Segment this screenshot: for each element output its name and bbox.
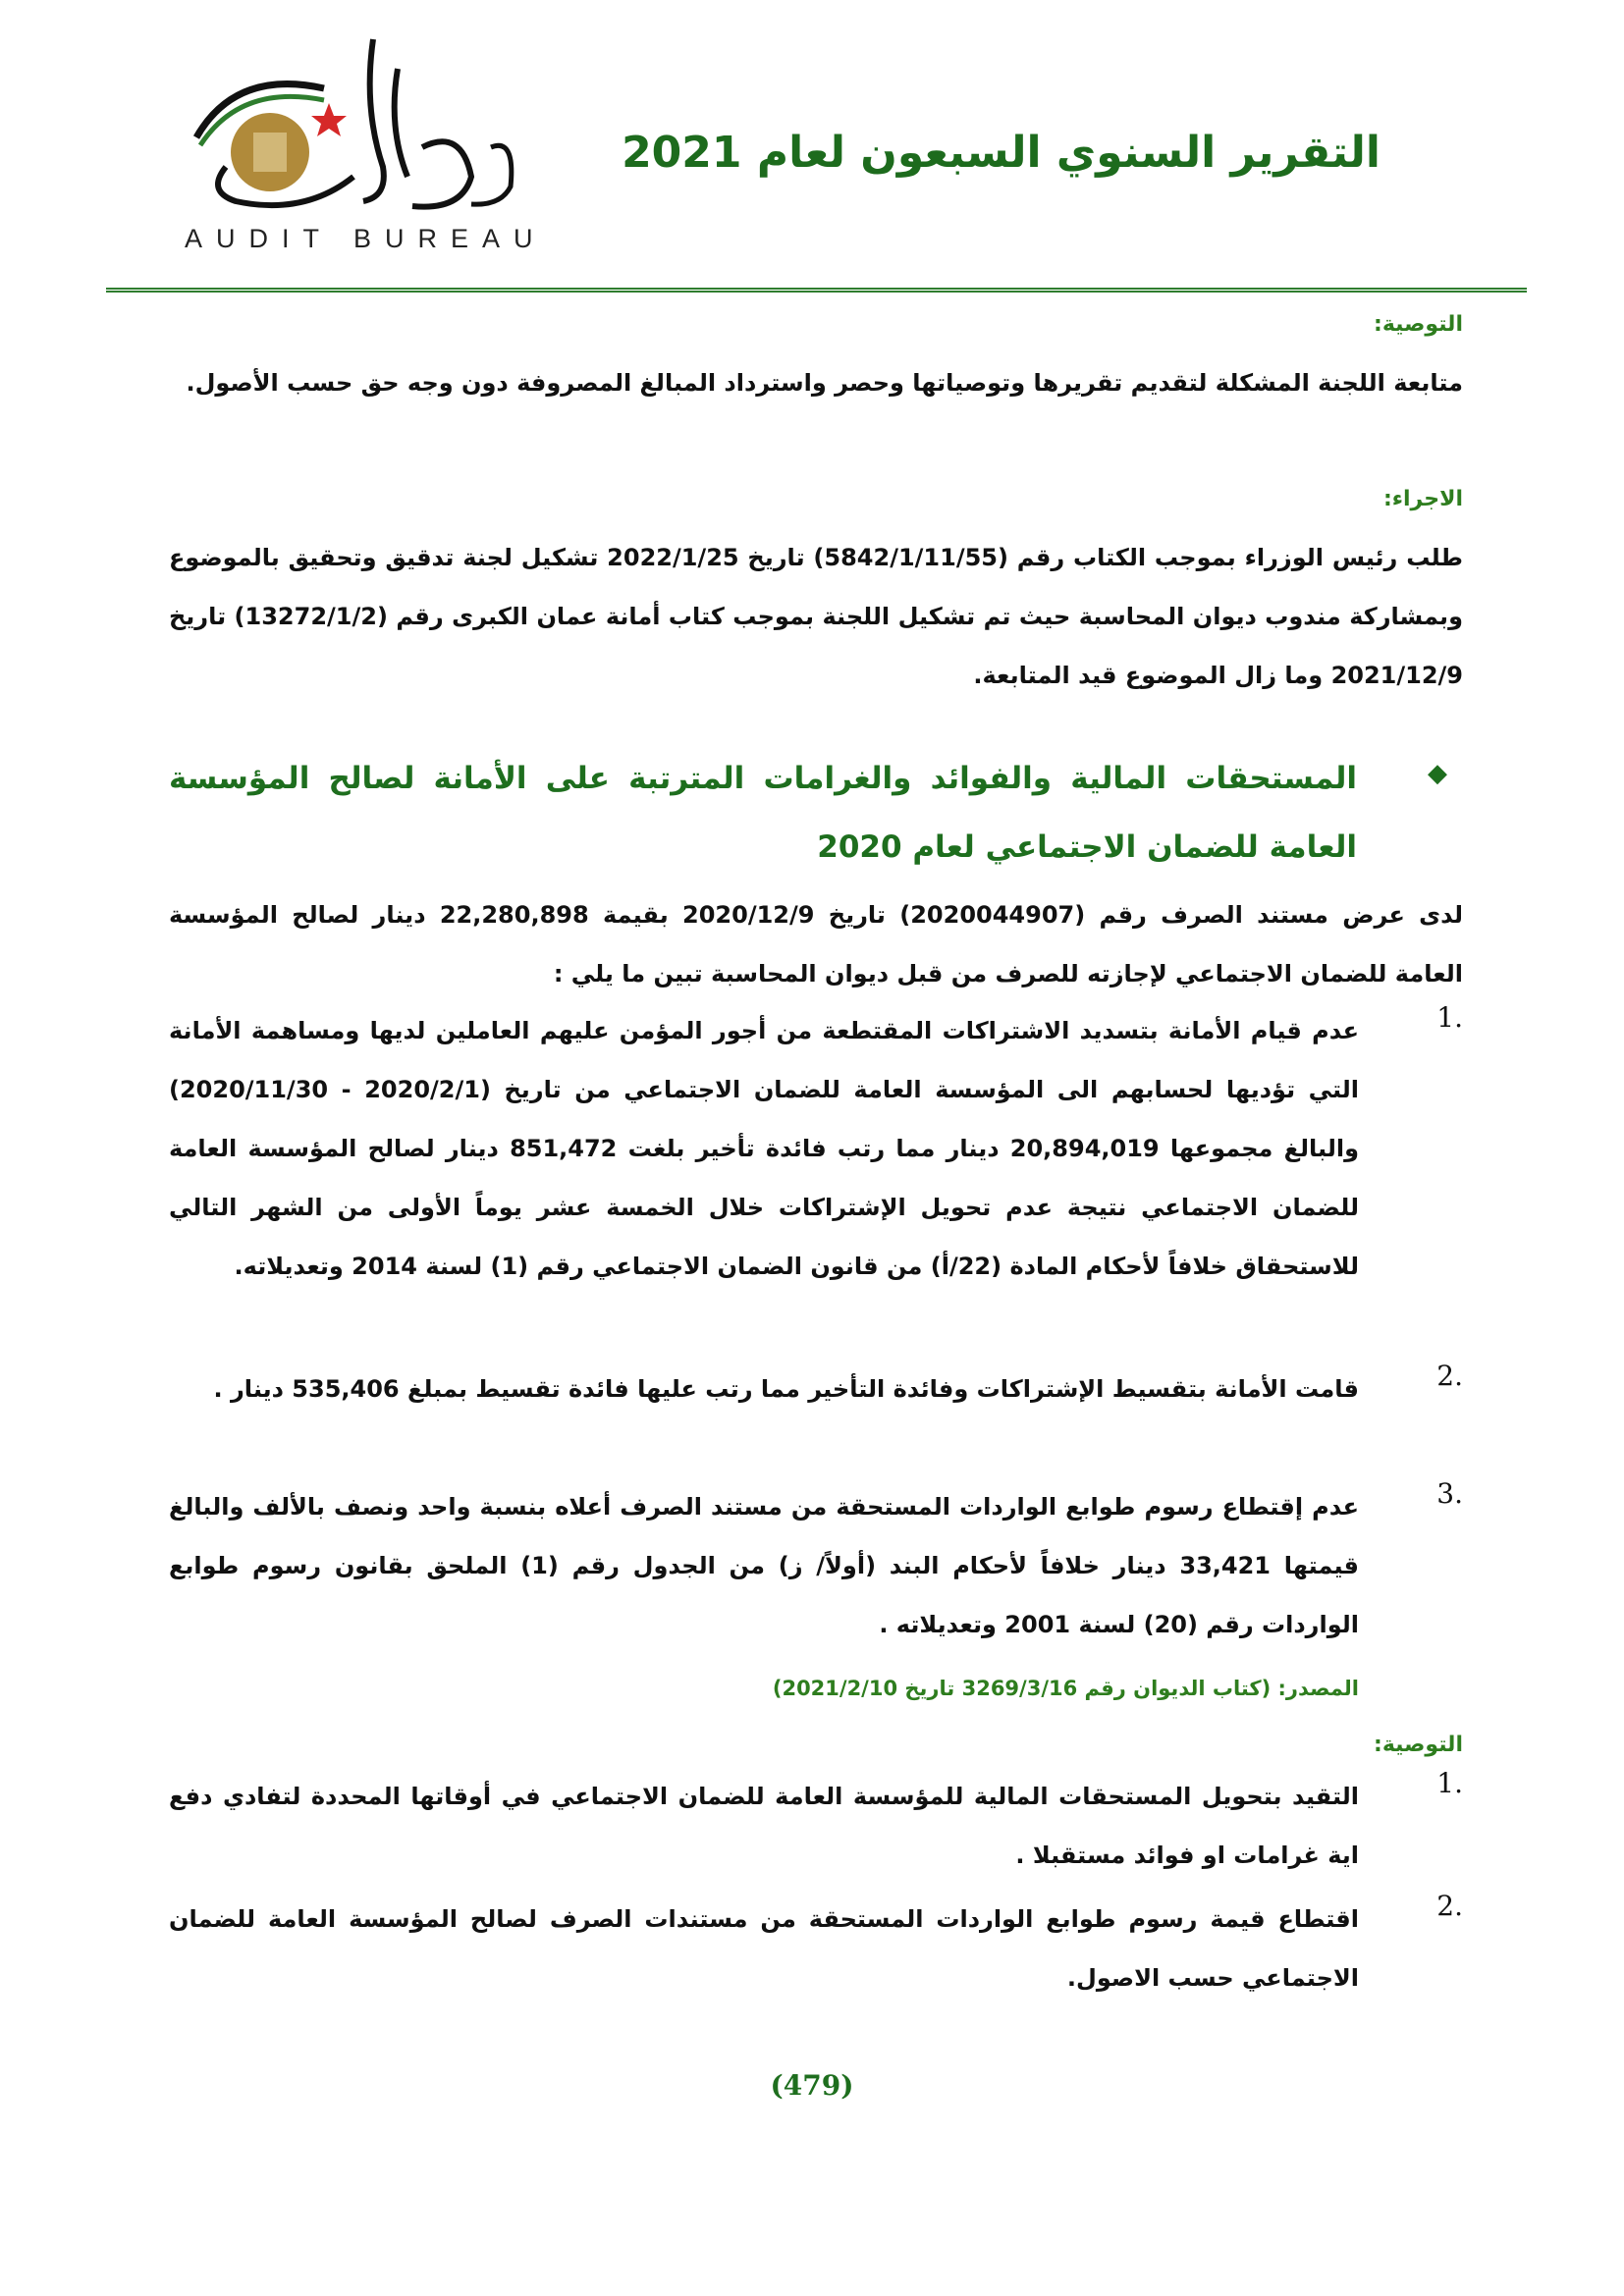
section-heading: المستحقات المالية والفوائد والغرامات المترتبة على الأمانة لصالح المؤسسة العامة للضمان الاجتماعي لعام 2020 <box>169 761 1357 865</box>
finding-item: قامت الأمانة بتقسيط الإشتراكات وفائدة التأخير مما رتب عليها فائدة تقسيط بمبلغ 535,406 دينار . <box>213 1375 1359 1403</box>
diamond-bullet-icon: ◆ <box>1428 759 1447 788</box>
recommendation-label: التوصية: <box>1374 1733 1463 1757</box>
audit-bureau-logo <box>177 29 560 260</box>
logo-text: AUDIT BUREAU <box>185 224 547 253</box>
finding-number: 3. <box>1436 1477 1463 1510</box>
finding-number: 2. <box>1436 1360 1463 1392</box>
recommendation-number: 1. <box>1436 1767 1463 1799</box>
recommendation-text: متابعة اللجنة المشكلة لتقديم تقريرها وتوصياتها وحصر واسترداد المبالغ المصروفة دون وجه حق حسب الأصول. <box>186 369 1463 397</box>
recommendation-number: 2. <box>1436 1890 1463 1922</box>
intro-text: لدى عرض مستند الصرف رقم (2020044907) تاريخ 2020/12/9 بقيمة 22,280,898 دينار لصالح المؤسسة العامة للضمان الاجتماعي لإجازته للصرف من قبل ديوان المحاسبة تبين ما يلي : <box>169 901 1464 988</box>
page-number: (479) <box>770 2069 854 2102</box>
header-divider <box>106 288 1527 293</box>
finding-number: 1. <box>1436 1001 1463 1034</box>
finding-item: عدم إقتطاع رسوم طوابع الواردات المستحقة من مستند الصرف أعلاه بنسبة واحد ونصف بالألف والبالغ قيمتها 33,421 دينار خلافاً لأحكام البند (أولاً/ ز) من الجدول رقم (1) الملحق بقانون رسوم طوابع الواردات رقم (20) لسنة 2001 وتعديلاته . <box>169 1493 1359 1638</box>
report-title: التقرير السنوي السبعون لعام 2021 <box>622 128 1380 178</box>
recommendation-label: التوصية: <box>1374 312 1463 337</box>
recommendation-item: التقيد بتحويل المستحقات المالية للمؤسسة العامة للضمان الاجتماعي في أوقاتها المحددة لتفادي دفع اية غرامات او فوائد مستقبلا . <box>169 1783 1359 1869</box>
source-citation: المصدر: (كتاب الديوان رقم 3269/3/16 تاريخ 2021/2/10) <box>772 1677 1359 1700</box>
recommendation-item: اقتطاع قيمة رسوم طوابع الواردات المستحقة من مستندات الصرف لصالح المؤسسة العامة للضمان الاجتماعي حسب الاصول. <box>169 1905 1359 1992</box>
logo-emblem-icon <box>177 29 560 226</box>
finding-item: عدم قيام الأمانة بتسديد الاشتراكات المقتطعة من أجور المؤمن عليهم العاملين لديها ومساهمة الأمانة التي تؤديها لحسابهم الى المؤسسة العامة للضمان الاجتماعي من تاريخ (2020/2/1 - 2020/11/30) والبالغ مجموعها 20,894,019 دينار مما رتب فائدة تأخير بلغت 851,472 دينار لصالح المؤسسة العامة للضمان الاجتماعي نتيجة عدم تحويل الإشتراكات خلال الخمسة عشر يوماً الأولى من الشهر التالي للاستحقاق خلافاً لأحكام المادة (22/أ) من قانون الضمان الاجتماعي رقم (1) لسنة 2014 وتعديلاته. <box>169 1017 1360 1280</box>
action-label: الاجراء: <box>1382 487 1463 511</box>
action-text: طلب رئيس الوزراء بموجب الكتاب رقم (5842/1/11/55) تاريخ 2022/1/25 تشكيل لجنة تدقيق وتحقيق بالموضوع وبمشاركة مندوب ديوان المحاسبة حيث تم تشكيل اللجنة بموجب كتاب أمانة عمان الكبرى رقم (13272/1/2) تاريخ 2021/12/9 وما زال الموضوع قيد المتابعة. <box>169 544 1464 689</box>
